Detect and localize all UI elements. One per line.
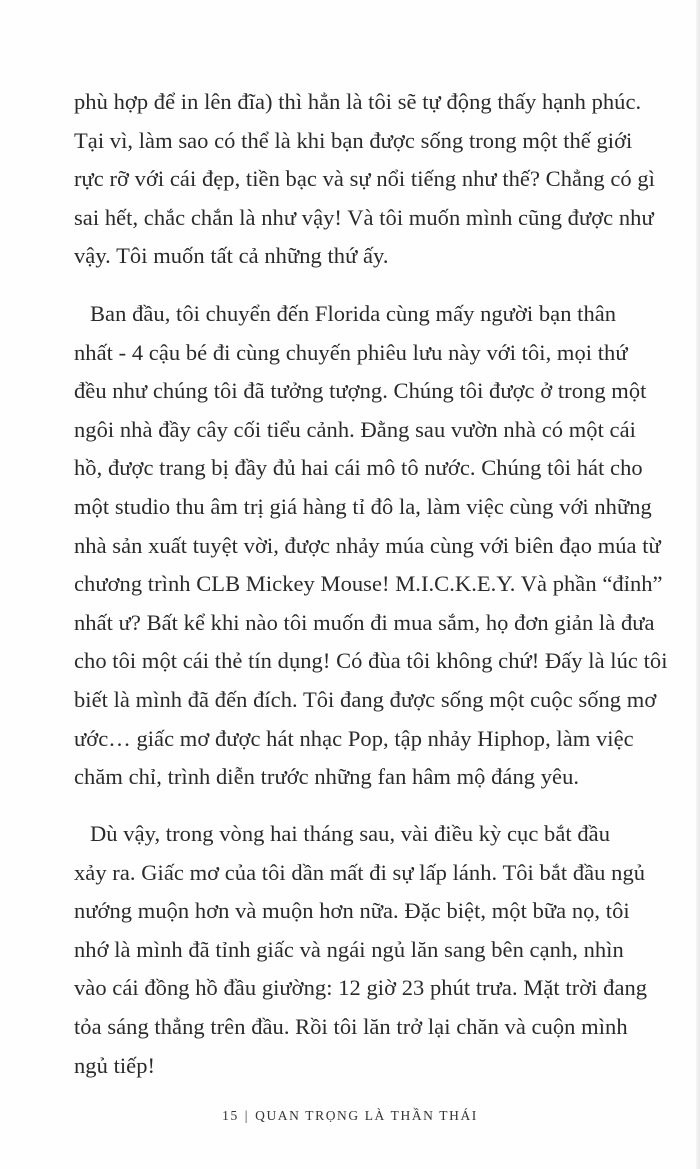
- text-line: hồ, được trang bị đầy đủ hai cái mô tô nước. Chúng tôi hát cho: [74, 455, 643, 481]
- text-line: ngôi nhà đầy cây cối tiểu cảnh. Đằng sau vườn nhà có một cái: [74, 416, 636, 442]
- text-line: đều như chúng tôi đã tưởng tượng. Chúng tôi được ở trong một: [74, 378, 647, 404]
- text-line: biết là mình đã đến đích. Tôi đang được sống một cuộc sống mơ: [74, 686, 657, 712]
- text-line: ngủ tiếp!: [74, 1052, 156, 1078]
- paragraph-1: [74, 83, 684, 276]
- text-line: nướng muộn hơn và muộn hơn nữa. Đặc biệt, một bữa nọ, tôi: [74, 898, 630, 924]
- running-title: QUAN TRỌNG LÀ THẦN THÁI: [255, 1108, 478, 1123]
- text-line: chương trình CLB Mickey Mouse! M.I.C.K.E.Y. Và phần “đỉnh”: [74, 571, 663, 597]
- paragraph-2: [74, 295, 684, 797]
- footer-separator: |: [244, 1108, 250, 1123]
- text-line: cho tôi một cái thẻ tín dụng! Có đùa tôi không chứ! Đấy là lúc tôi: [74, 648, 668, 674]
- text-line: Tại vì, làm sao có thể là khi bạn được sống trong một thế giới: [74, 127, 633, 153]
- text-line: nhớ là mình đã tỉnh giấc và ngái ngủ lăn sang bên cạnh, nhìn: [74, 936, 624, 962]
- text-line: nhất - 4 cậu bé đi cùng chuyến phiêu lưu này với tôi, mọi thứ: [74, 339, 628, 365]
- text-line: xảy ra. Giấc mơ của tôi dần mất đi sự lấp lánh. Tôi bắt đầu ngủ: [74, 859, 646, 885]
- text-line: chăm chỉ, trình diễn trước những fan hâm mộ đáng yêu.: [74, 764, 580, 790]
- text-line: ước… giấc mơ được hát nhạc Pop, tập nhảy Hiphop, làm việc: [74, 725, 634, 751]
- text-line: sai hết, chắc chắn là như vậy! Và tôi muốn mình cũng được như: [74, 204, 654, 230]
- text-line: rực rỡ với cái đẹp, tiền bạc và sự nổi tiếng như thế? Chẳng có gì: [74, 166, 655, 192]
- text-line: vậy. Tôi muốn tất cả những thứ ấy.: [74, 243, 389, 269]
- paragraph-3: [74, 815, 684, 1085]
- text-line: Dù vậy, trong vòng hai tháng sau, vài điều kỳ cục bắt đầu: [90, 821, 611, 846]
- text-line: Ban đầu, tôi chuyển đến Florida cùng mấy người bạn thân: [90, 301, 617, 326]
- text-line: phù hợp để in lên đĩa) thì hẳn là tôi sẽ tự động thấy hạnh phúc.: [74, 89, 642, 114]
- text-line: tỏa sáng thẳng trên đầu. Rồi tôi lăn trở lại chăn và cuộn mình: [74, 1013, 628, 1039]
- page-footer: [0, 1108, 700, 1124]
- text-line: vào cái đồng hồ đầu giường: 12 giờ 23 phút trưa. Mặt trời đang: [74, 975, 648, 1001]
- text-line: nhất ư? Bất kể khi nào tôi muốn đi mua sắm, họ đơn giản là đưa: [74, 609, 655, 635]
- text-line: nhà sản xuất tuyệt vời, được nhảy múa cùng với biên đạo múa từ: [74, 532, 661, 558]
- page-number: 15: [222, 1108, 239, 1123]
- text-line: một studio thu âm trị giá hàng tỉ đô la, làm việc cùng với những: [74, 493, 652, 519]
- page-edge-shadow: [696, 0, 700, 1169]
